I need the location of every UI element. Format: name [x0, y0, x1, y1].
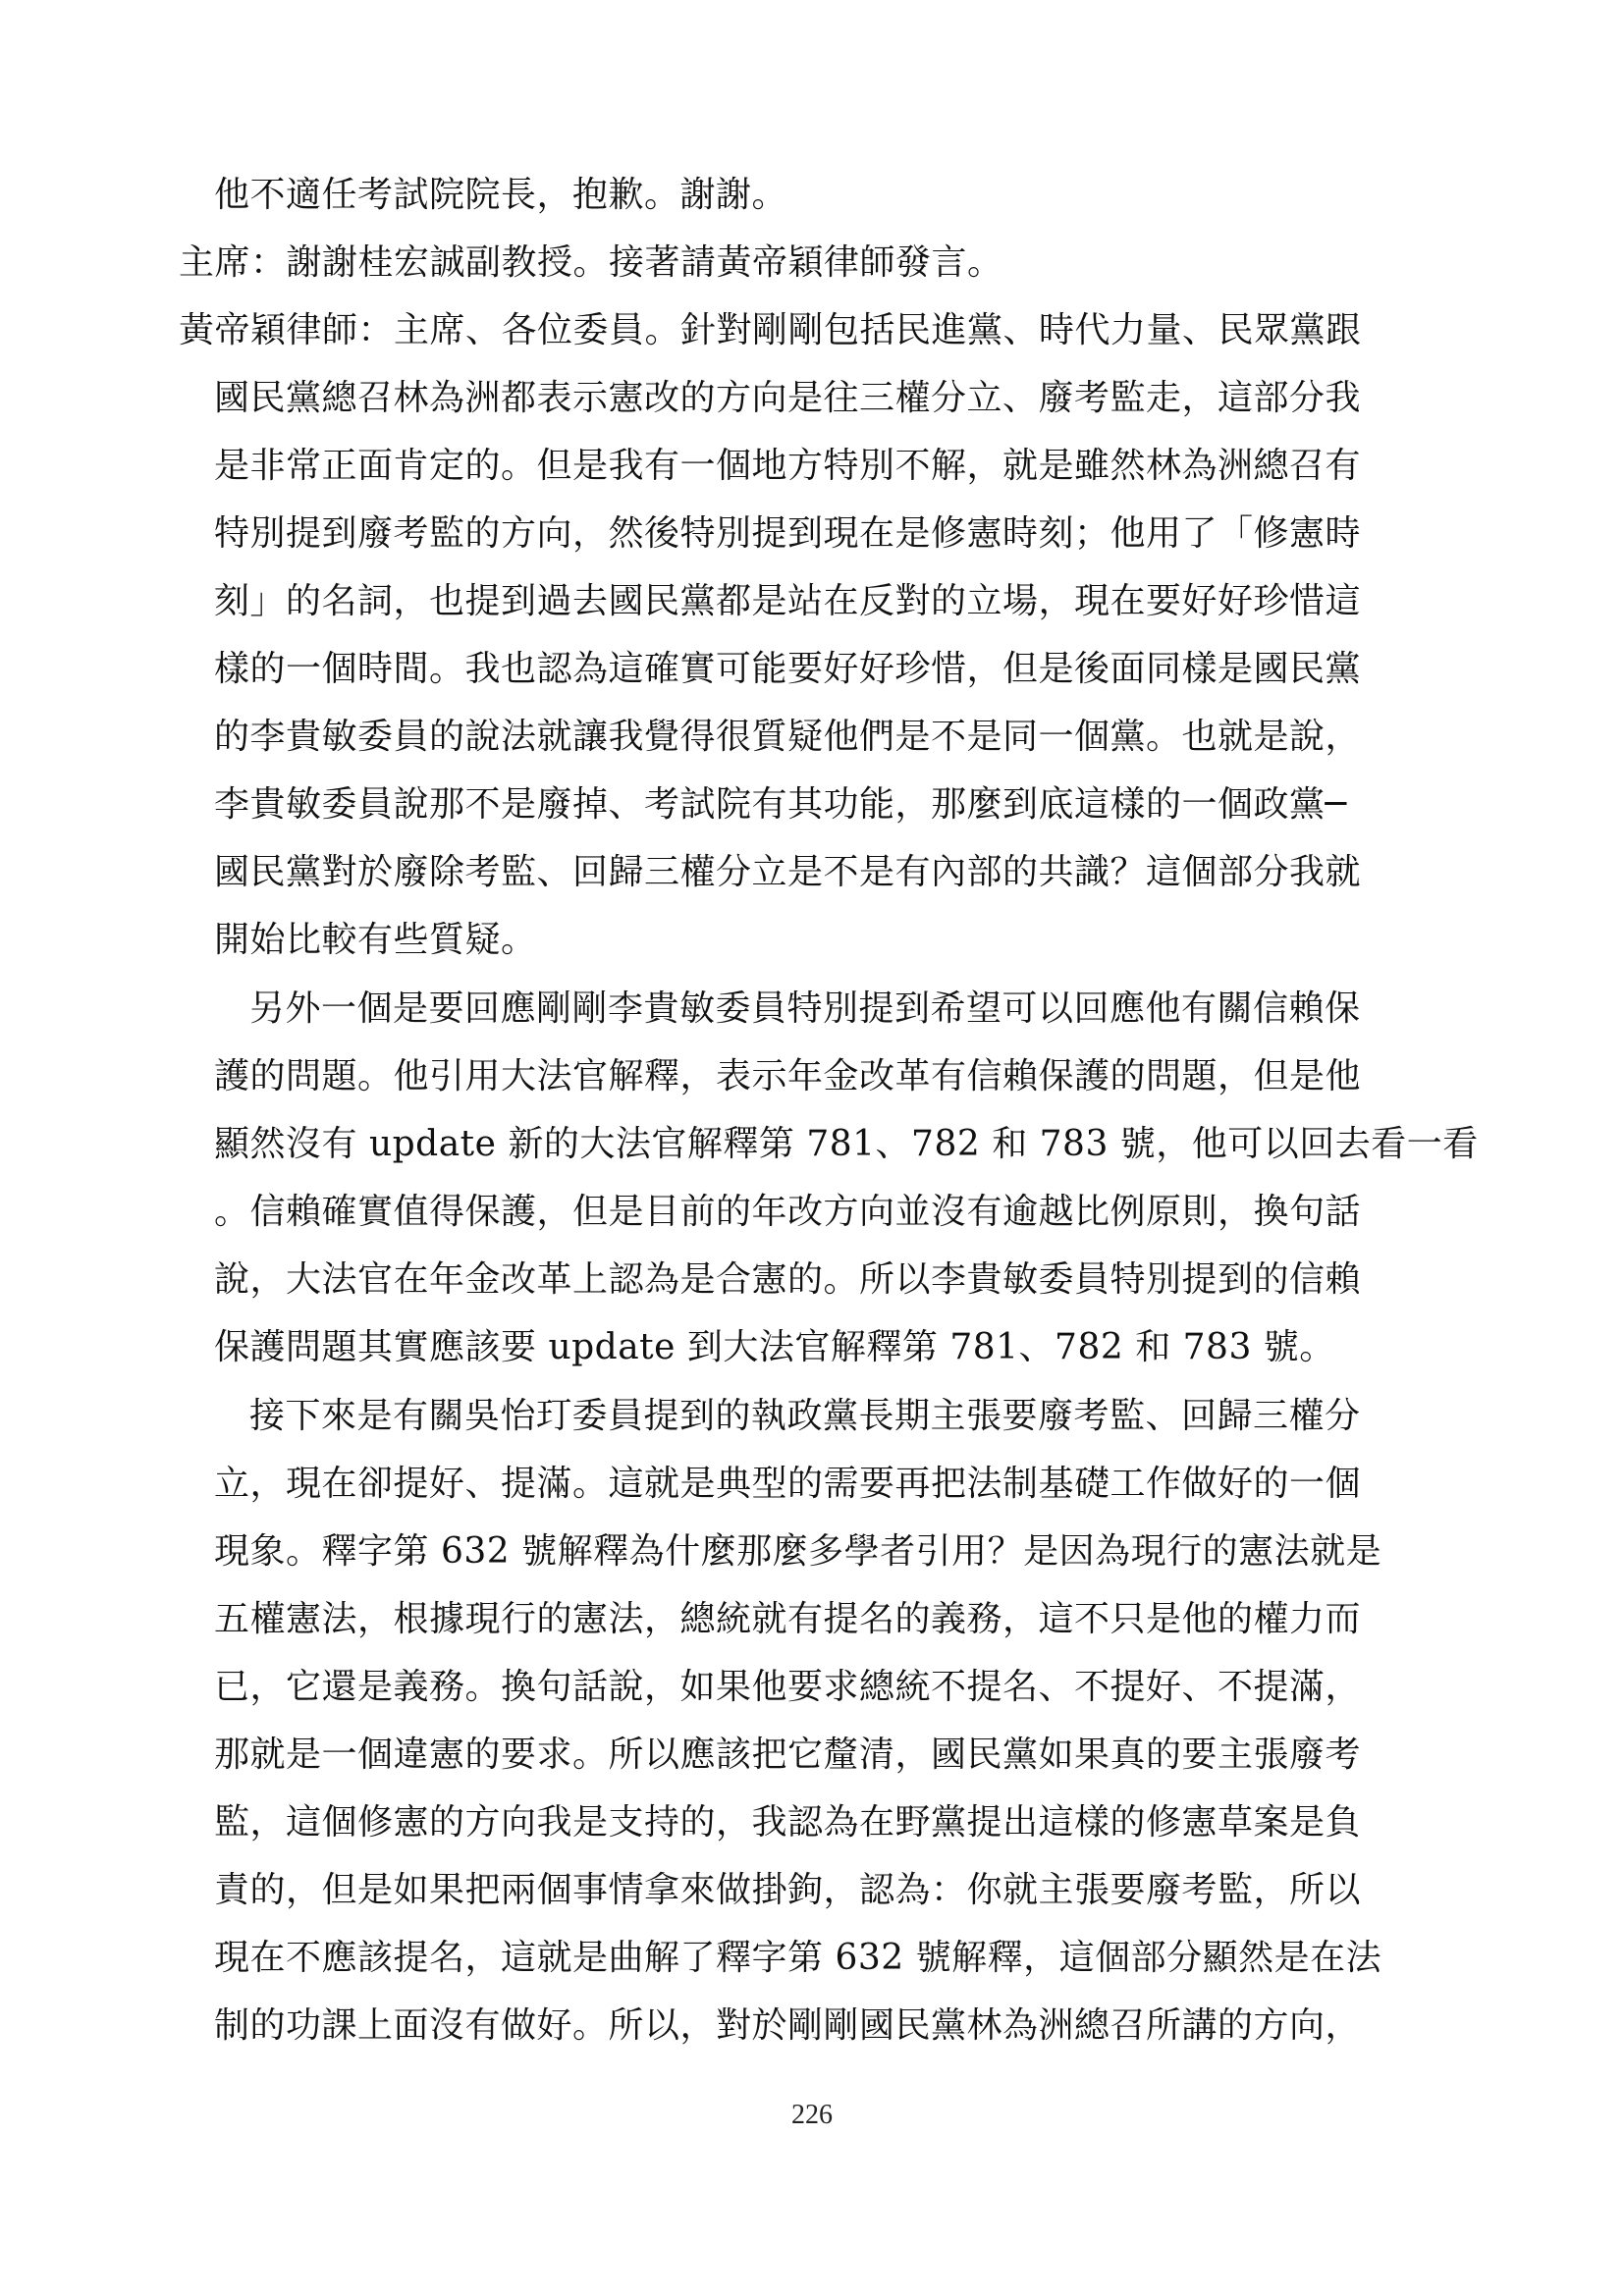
text-line: 五權憲法，根據現行的憲法，總統就有提名的義務，這不只是他的權力而	[214, 1599, 1362, 1639]
text-line: 他不適任考試院院長，抱歉。謝謝。	[214, 175, 788, 215]
text-line: 主席：謝謝桂宏誠副教授。接著請黃帝穎律師發言。	[179, 242, 1003, 283]
text-line: 另外一個是要回應剛剛李貴敏委員特別提到希望可以回應他有關信賴保	[249, 988, 1361, 1029]
text-line: 顯然沒有 update 新的大法官解釋第 781、782 和 783 號，他可以回去看一看	[214, 1124, 1479, 1164]
text-line: 國民黨總召林為洲都表示憲改的方向是往三權分立、廢考監走，這部分我	[214, 378, 1362, 418]
text-line: 說，大法官在年金改革上認為是合憲的。所以李貴敏委員特別提到的信賴	[214, 1259, 1362, 1300]
text-line: 是非常正面肯定的。但是我有一個地方特別不解，就是雖然林為洲總召有	[214, 446, 1362, 486]
text-line: 已，它還是義務。換句話說，如果他要求總統不提名、不提好、不提滿，	[214, 1667, 1362, 1707]
text-line: 現象。釋字第 632 號解釋為什麼那麼多學者引用？是因為現行的憲法就是	[214, 1531, 1382, 1572]
text-line: 。信賴確實值得保護，但是目前的年改方向並沒有逾越比例原則，換句話	[214, 1192, 1362, 1232]
text-line: 責的，但是如果把兩個事情拿來做掛鉤，認為：你就主張要廢考監，所以	[214, 1870, 1362, 1910]
text-line: 接下來是有關吳怡玎委員提到的執政黨長期主張要廢考監、回歸三權分	[249, 1396, 1361, 1436]
text-line: 特別提到廢考監的方向，然後特別提到現在是修憲時刻；他用了「修憲時	[214, 513, 1362, 554]
text-line: 樣的一個時間。我也認為這確實可能要好好珍惜，但是後面同樣是國民黨	[214, 649, 1362, 689]
text-line: 刻」的名詞，也提到過去國民黨都是站在反對的立場，現在要好好珍惜這	[214, 581, 1362, 621]
text-line: 那就是一個違憲的要求。所以應該把它釐清，國民黨如果真的要主張廢考	[214, 1735, 1362, 1775]
text-line: 李貴敏委員說那不是廢掉、考試院有其功能，那麼到底這樣的一個政黨─	[214, 784, 1347, 825]
text-line: 立，現在卻提好、提滿。這就是典型的需要再把法制基礎工作做好的一個	[214, 1464, 1362, 1504]
text-line: 制的功課上面沒有做好。所以，對於剛剛國民黨林為洲總召所講的方向，	[214, 2005, 1362, 2046]
text-line: 黃帝穎律師：主席、各位委員。針對剛剛包括民進黨、時代力量、民眾黨跟	[179, 310, 1362, 350]
text-line: 護的問題。他引用大法官解釋，表示年金改革有信賴保護的問題，但是他	[214, 1056, 1362, 1096]
text-line: 的李貴敏委員的說法就讓我覺得很質疑他們是不是同一個黨。也就是說，	[214, 717, 1362, 757]
page-number: 226	[791, 2100, 833, 2130]
text-line: 現在不應該提名，這就是曲解了釋字第 632 號解釋，這個部分顯然是在法	[214, 1938, 1382, 1978]
text-line: 開始比較有些質疑。	[214, 920, 537, 960]
text-line: 國民黨對於廢除考監、回歸三權分立是不是有內部的共識？這個部分我就	[214, 852, 1362, 892]
text-line: 保護問題其實應該要 update 到大法官解釋第 781、782 和 783 號。	[214, 1327, 1335, 1367]
text-line: 監，這個修憲的方向我是支持的，我認為在野黨提出這樣的修憲草案是負	[214, 1802, 1362, 1842]
